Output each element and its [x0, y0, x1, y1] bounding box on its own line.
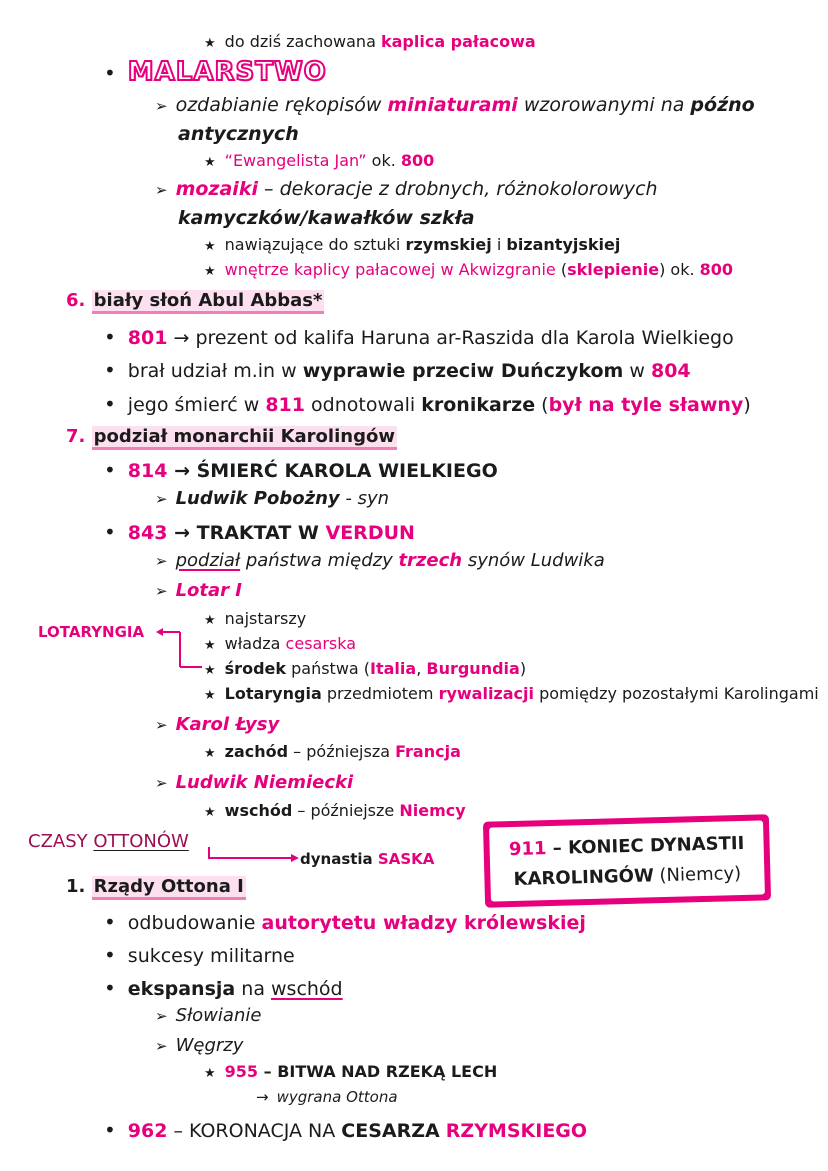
- end-of-dynasty-box: 911 – KONIEC DYNASTII KAROLINGÓW (Niemcy): [483, 814, 771, 907]
- arrow-bullet-icon: ➢: [155, 181, 168, 199]
- dynastia-label: dynastia SASKA: [300, 850, 435, 868]
- note-line: ➢ mozaiki – dekoracje z drobnych, różnokolorowych: [155, 178, 658, 200]
- note-line: ➢ Słowianie: [155, 1005, 262, 1026]
- arrow-bullet-icon: ➢: [155, 1037, 168, 1055]
- arrow-bullet-icon: ➢: [155, 716, 168, 734]
- note-line: ★ zachód – późniejsza Francja: [204, 742, 461, 761]
- section-heading-6: 6. biały słoń Abul Abbas*: [66, 290, 324, 312]
- star-bullet-icon: ★: [204, 155, 216, 170]
- note-line: ➢ Ludwik Pobożny - syn: [155, 488, 390, 509]
- dot-bullet-icon: •: [104, 943, 116, 967]
- right-arrow-icon: [291, 854, 299, 862]
- dot-bullet-icon: •: [104, 325, 116, 349]
- note-line: ➢ Ludwik Niemiecki: [155, 772, 354, 793]
- star-bullet-icon: ★: [204, 663, 216, 678]
- note-line: kamyczków/kawałków szkła: [178, 207, 475, 229]
- note-line: • odbudowanie autorytetu władzy królewskiej: [104, 910, 586, 934]
- note-line: ★ Lotaryngia przedmiotem rywalizacji pomiędzy pozostałymi Karolingami: [204, 684, 819, 703]
- section-heading-malarstwo: • MALARSTWO: [104, 57, 327, 87]
- dot-bullet-icon: •: [104, 392, 116, 416]
- star-bullet-icon: ★: [204, 239, 216, 254]
- left-arrow-icon: [156, 628, 163, 636]
- note-line: ★ środek państwa (Italia, Burgundia): [204, 659, 527, 678]
- note-line: ★ do dziś zachowana kaplica pałacowa: [204, 32, 536, 51]
- arrow-bullet-icon: ➢: [155, 1007, 168, 1025]
- star-bullet-icon: ★: [204, 805, 216, 820]
- note-line: • jego śmierć w 811 odnotowali kronikarze (był na tyle sławny): [104, 392, 751, 416]
- bracket-arrow: [152, 622, 208, 674]
- right-arrow-icon: →: [256, 1088, 269, 1106]
- section-heading-7: 7. podział monarchii Karolingów: [66, 426, 397, 448]
- note-line: • sukcesy militarne: [104, 943, 295, 967]
- dot-bullet-icon: •: [104, 1118, 116, 1142]
- dot-bullet-icon: •: [104, 910, 116, 934]
- arrow-bullet-icon: ➢: [155, 552, 168, 570]
- arrow-bullet-icon: ➢: [155, 774, 168, 792]
- star-bullet-icon: ★: [204, 613, 216, 628]
- note-line: ➢ Lotar I: [155, 580, 243, 601]
- note-line: ➢ Węgrzy: [155, 1035, 244, 1056]
- note-line: antycznych: [178, 123, 299, 145]
- note-line: ➢ ozdabianie rękopisów miniaturami wzorowanymi na późno: [155, 94, 755, 116]
- dynastia-arrow: [205, 845, 301, 867]
- star-bullet-icon: ★: [204, 688, 216, 703]
- note-line: ★ 955 – BITWA NAD RZEKĄ LECH: [204, 1062, 498, 1081]
- note-line: ★ władza cesarska: [204, 634, 357, 653]
- star-bullet-icon: ★: [204, 264, 216, 279]
- note-line: ➢ Karol Łysy: [155, 714, 280, 735]
- note-line: ★ wnętrze kaplicy pałacowej w Akwizgranie (sklepienie) ok. 800: [204, 260, 734, 279]
- note-line: • ekspansja na wschód: [104, 976, 343, 1000]
- dot-bullet-icon: •: [104, 976, 116, 1000]
- section-heading-1: 1. Rządy Ottona I: [66, 876, 246, 898]
- note-line: → wygrana Ottona: [256, 1088, 398, 1106]
- note-line: ★ “Ewangelista Jan” ok. 800: [204, 151, 435, 170]
- dot-bullet-icon: •: [104, 458, 116, 482]
- dot-bullet-icon: •: [104, 358, 116, 382]
- dot-bullet-icon: •: [104, 61, 116, 85]
- note-line: • 843 → TRAKTAT W VERDUN: [104, 520, 415, 544]
- dot-bullet-icon: •: [104, 520, 116, 544]
- star-bullet-icon: ★: [204, 1066, 216, 1081]
- note-line: ★ nawiązujące do sztuki rzymskiej i bizantyjskiej: [204, 235, 621, 254]
- arrow-bullet-icon: ➢: [155, 582, 168, 600]
- note-line: • 814 → ŚMIERĆ KAROLA WIELKIEGO: [104, 458, 498, 482]
- note-line: • brał udział m.in w wyprawie przeciw Duńczykom w 804: [104, 358, 691, 382]
- note-line: • 962 – KORONACJA NA CESARZA RZYMSKIEGO: [104, 1118, 588, 1142]
- note-line: • 801 → prezent od kalifa Haruna ar-Raszida dla Karola Wielkiego: [104, 325, 734, 349]
- note-line: ★ wschód – późniejsze Niemcy: [204, 801, 466, 820]
- note-line: ★ najstarszy: [204, 609, 307, 628]
- star-bullet-icon: ★: [204, 36, 216, 51]
- star-bullet-icon: ★: [204, 638, 216, 653]
- note-line: ➢ podział państwa między trzech synów Ludwika: [155, 550, 605, 571]
- section-heading-czasy-ottonow: CZASY OTTONÓW: [28, 831, 189, 852]
- arrow-bullet-icon: ➢: [155, 490, 168, 508]
- arrow-bullet-icon: ➢: [155, 97, 168, 115]
- lotaryngia-label: LOTARYNGIA: [38, 623, 145, 641]
- star-bullet-icon: ★: [204, 746, 216, 761]
